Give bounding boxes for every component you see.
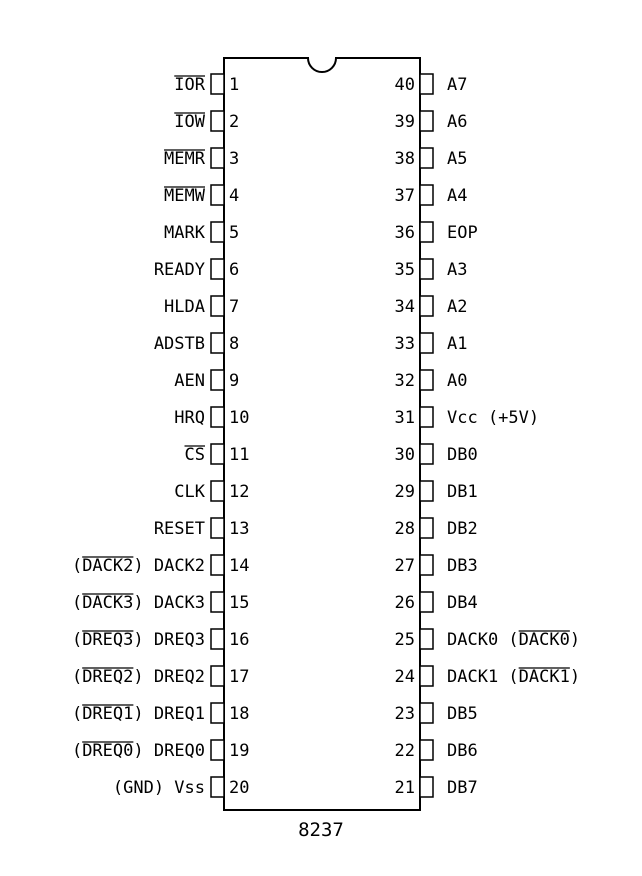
pin-2 (174, 111, 239, 132)
pin-6 (154, 259, 239, 280)
label-text: DB2 (447, 519, 478, 539)
label-prefix: ( (71, 704, 83, 724)
pin-box-32 (420, 370, 433, 390)
pin-label-33 (447, 334, 467, 354)
pin-4 (164, 185, 239, 206)
pin-box-34 (420, 296, 433, 316)
pin-number-34: 34 (394, 297, 415, 317)
pin-34 (395, 296, 468, 317)
pin-box-40 (420, 74, 433, 94)
pin-label-27 (447, 556, 478, 576)
pin-number-35: 35 (394, 260, 415, 280)
label-text: DB7 (447, 778, 478, 798)
label-prefix: ( (71, 593, 83, 613)
label-active-low: DREQ3 (82, 630, 134, 650)
pin-number-14: 14 (229, 556, 250, 576)
pin-label-22 (447, 741, 478, 761)
label-text: A4 (447, 186, 468, 206)
pin-number-8: 8 (229, 334, 240, 354)
pin-box-27 (420, 555, 433, 575)
pin-36 (395, 222, 478, 243)
pin-label-19 (72, 741, 205, 761)
pin-label-25 (447, 630, 580, 650)
pin-28 (395, 518, 478, 539)
pin-box-18 (211, 703, 224, 723)
pin-box-2 (211, 111, 224, 131)
label-suffix: ) (569, 667, 581, 687)
label-prefix: ( (71, 556, 83, 576)
pin-number-17: 17 (229, 667, 250, 687)
pin-12 (174, 481, 249, 502)
pin-box-4 (211, 185, 224, 205)
pin-box-3 (211, 148, 224, 168)
pin-label-24 (447, 667, 580, 687)
pin-number-2: 2 (229, 112, 240, 132)
pin-22 (395, 740, 478, 761)
pin-number-38: 38 (394, 149, 415, 169)
label-text: A2 (447, 297, 468, 317)
pin-number-9: 9 (229, 371, 240, 391)
pin-label-16 (72, 630, 205, 650)
label-text: MARK (164, 223, 205, 243)
label-text: DB1 (447, 482, 478, 502)
label-prefix: ( (71, 741, 83, 761)
pin-18 (72, 703, 250, 724)
pin-box-21 (420, 777, 433, 797)
pin-label-21 (447, 778, 478, 798)
pin-box-17 (211, 666, 224, 686)
pin-number-11: 11 (229, 445, 250, 465)
pin-box-13 (211, 518, 224, 538)
label-active-low: DACK3 (82, 593, 134, 613)
pin-label-23 (447, 704, 478, 724)
pin-number-13: 13 (229, 519, 250, 539)
pin-27 (395, 555, 478, 576)
pins-group (72, 74, 580, 798)
pin-21 (395, 777, 478, 798)
pin-label-13 (154, 519, 205, 539)
pin-label-6 (154, 260, 205, 280)
pin-box-14 (211, 555, 224, 575)
pin-20 (113, 777, 250, 798)
pin-label-36 (447, 223, 478, 243)
pin-label-14 (72, 556, 205, 576)
pin-label-17 (72, 667, 205, 687)
pin-15 (72, 592, 250, 613)
pin-number-16: 16 (229, 630, 250, 650)
pin-38 (395, 148, 468, 169)
pin-label-10 (174, 408, 205, 428)
pin-35 (395, 259, 468, 280)
label-suffix: ) (569, 630, 581, 650)
label-text: DB5 (447, 704, 478, 724)
label-active-low: DACK0 (518, 630, 570, 650)
pin-box-12 (211, 481, 224, 501)
pin-label-28 (447, 519, 478, 539)
pin-label-35 (447, 260, 467, 280)
pin-number-26: 26 (394, 593, 415, 613)
pin-number-37: 37 (394, 186, 415, 206)
label-text: ) DREQ0 (133, 741, 206, 761)
label-text: A3 (447, 260, 468, 280)
pin-number-30: 30 (394, 445, 415, 465)
pin-box-1 (211, 74, 224, 94)
pin-label-9 (174, 371, 205, 391)
label-text: (GND) Vss (112, 778, 205, 798)
pin-box-39 (420, 111, 433, 131)
pin-box-15 (211, 592, 224, 612)
pin-5 (164, 222, 239, 243)
pin-label-38 (447, 149, 467, 169)
label-text: CLK (174, 482, 205, 502)
label-text: ADSTB (153, 334, 205, 354)
pin-number-15: 15 (229, 593, 250, 613)
pin-number-31: 31 (394, 408, 415, 428)
pin-label-3 (164, 149, 206, 169)
pin-number-6: 6 (229, 260, 240, 280)
pin-label-18 (72, 704, 205, 724)
pin-box-30 (420, 444, 433, 464)
label-text: ) DREQ2 (133, 667, 206, 687)
pin-label-2 (174, 112, 205, 132)
pin-box-11 (211, 444, 224, 464)
pin-box-33 (420, 333, 433, 353)
pin-box-8 (211, 333, 224, 353)
pin-number-36: 36 (394, 223, 415, 243)
pin-14 (72, 555, 250, 576)
label-text: DACK0 ( (447, 630, 519, 650)
chip-body-group (224, 58, 420, 810)
label-active-low: DACK1 (518, 667, 570, 687)
label-active-low: IOR (174, 75, 205, 95)
label-text: DB4 (447, 593, 478, 613)
pin-number-22: 22 (394, 741, 415, 761)
pin-number-21: 21 (394, 778, 415, 798)
pin-number-3: 3 (229, 149, 240, 169)
label-text: A5 (447, 149, 468, 169)
label-text: DB0 (447, 445, 478, 465)
pin-number-5: 5 (229, 223, 240, 243)
pin-number-28: 28 (394, 519, 415, 539)
label-active-low: MEMW (164, 186, 205, 206)
label-text: EOP (447, 223, 478, 243)
pin-32 (395, 370, 468, 391)
label-text: A6 (447, 112, 468, 132)
label-text: AEN (174, 371, 205, 391)
pin-box-28 (420, 518, 433, 538)
pin-number-25: 25 (394, 630, 415, 650)
label-prefix: ( (71, 630, 83, 650)
pin-3 (164, 148, 239, 169)
pin-label-37 (447, 186, 467, 206)
pin-box-7 (211, 296, 224, 316)
pin-number-7: 7 (229, 297, 240, 317)
pin-label-34 (447, 297, 467, 317)
pin-box-24 (420, 666, 433, 686)
pin-box-38 (420, 148, 433, 168)
pin-box-9 (211, 370, 224, 390)
label-text: ) DREQ1 (133, 704, 206, 724)
pin-17 (72, 666, 250, 687)
label-text: ) DREQ3 (133, 630, 206, 650)
pin-box-29 (420, 481, 433, 501)
label-text: A7 (447, 75, 468, 95)
pin-label-31 (447, 408, 539, 428)
label-text: DACK1 ( (447, 667, 519, 687)
pin-box-31 (420, 407, 433, 427)
pin-label-1 (174, 75, 205, 95)
pin-box-25 (420, 629, 433, 649)
pin-number-40: 40 (394, 75, 415, 95)
pin-number-39: 39 (394, 112, 415, 132)
pin-label-29 (447, 482, 478, 502)
pin-39 (395, 111, 468, 132)
pin-number-12: 12 (229, 482, 250, 502)
label-text: Vcc (+5V) (447, 408, 540, 428)
pin-30 (395, 444, 478, 465)
pin-box-16 (211, 629, 224, 649)
pin-label-30 (447, 445, 478, 465)
pin-label-39 (447, 112, 467, 132)
pin-number-20: 20 (229, 778, 250, 798)
pin-label-20 (113, 778, 205, 798)
pin-7 (164, 296, 239, 317)
pin-box-36 (420, 222, 433, 242)
pin-label-15 (72, 593, 205, 613)
pin-number-32: 32 (394, 371, 415, 391)
part-number-label: 8237 (298, 819, 344, 841)
label-text: HRQ (174, 408, 205, 428)
label-active-low: CS (184, 445, 205, 465)
label-text: READY (153, 260, 205, 280)
label-text: A1 (447, 334, 468, 354)
label-active-low: DACK2 (82, 556, 134, 576)
pin-box-10 (211, 407, 224, 427)
pin-number-23: 23 (394, 704, 415, 724)
pin-label-5 (164, 223, 206, 243)
pin-label-12 (174, 482, 205, 502)
pin-9 (174, 370, 239, 391)
pin-box-35 (420, 259, 433, 279)
pin-box-23 (420, 703, 433, 723)
pin-number-1: 1 (229, 75, 240, 95)
pin-number-10: 10 (229, 408, 250, 428)
pin-box-6 (211, 259, 224, 279)
label-active-low: IOW (174, 112, 205, 132)
label-text: RESET (153, 519, 205, 539)
pin-number-4: 4 (229, 186, 240, 206)
pin-box-19 (211, 740, 224, 760)
pin-box-26 (420, 592, 433, 612)
pin-1 (174, 74, 239, 95)
pin-box-22 (420, 740, 433, 760)
pin-11 (185, 444, 250, 465)
pin-16 (72, 629, 250, 650)
label-text: A0 (447, 371, 468, 391)
pin-23 (395, 703, 478, 724)
pin-25 (395, 629, 581, 650)
chip-body-outline (224, 58, 420, 810)
pin-13 (154, 518, 250, 539)
pin-40 (395, 74, 468, 95)
pin-box-37 (420, 185, 433, 205)
pin-box-20 (211, 777, 224, 797)
pin-8 (154, 333, 239, 354)
pin-label-32 (447, 371, 467, 391)
label-prefix: ( (71, 667, 83, 687)
label-active-low: DREQ2 (82, 667, 134, 687)
pin-label-4 (164, 186, 206, 206)
label-active-low: DREQ0 (82, 741, 134, 761)
pin-box-5 (211, 222, 224, 242)
pin-label-26 (447, 593, 478, 613)
pin-26 (395, 592, 478, 613)
pin-number-33: 33 (394, 334, 415, 354)
pin-37 (395, 185, 468, 206)
pin-number-27: 27 (394, 556, 415, 576)
pin-number-29: 29 (394, 482, 415, 502)
pin-10 (174, 407, 249, 428)
pin-label-11 (185, 445, 205, 465)
pin-number-18: 18 (229, 704, 250, 724)
pin-19 (72, 740, 250, 761)
label-text: ) DACK3 (133, 593, 206, 613)
label-text: DB6 (447, 741, 478, 761)
label-text: HLDA (164, 297, 205, 317)
pin-number-24: 24 (394, 667, 415, 687)
pin-24 (395, 666, 581, 687)
label-active-low: MEMR (164, 149, 205, 169)
label-active-low: DREQ1 (82, 704, 134, 724)
pin-number-19: 19 (229, 741, 250, 761)
pin-label-40 (447, 75, 467, 95)
pin-33 (395, 333, 468, 354)
label-text: ) DACK2 (133, 556, 206, 576)
label-text: DB3 (447, 556, 478, 576)
pin-29 (395, 481, 478, 502)
pin-label-8 (154, 334, 205, 354)
pin-31 (395, 407, 540, 428)
pin-label-7 (164, 297, 205, 317)
